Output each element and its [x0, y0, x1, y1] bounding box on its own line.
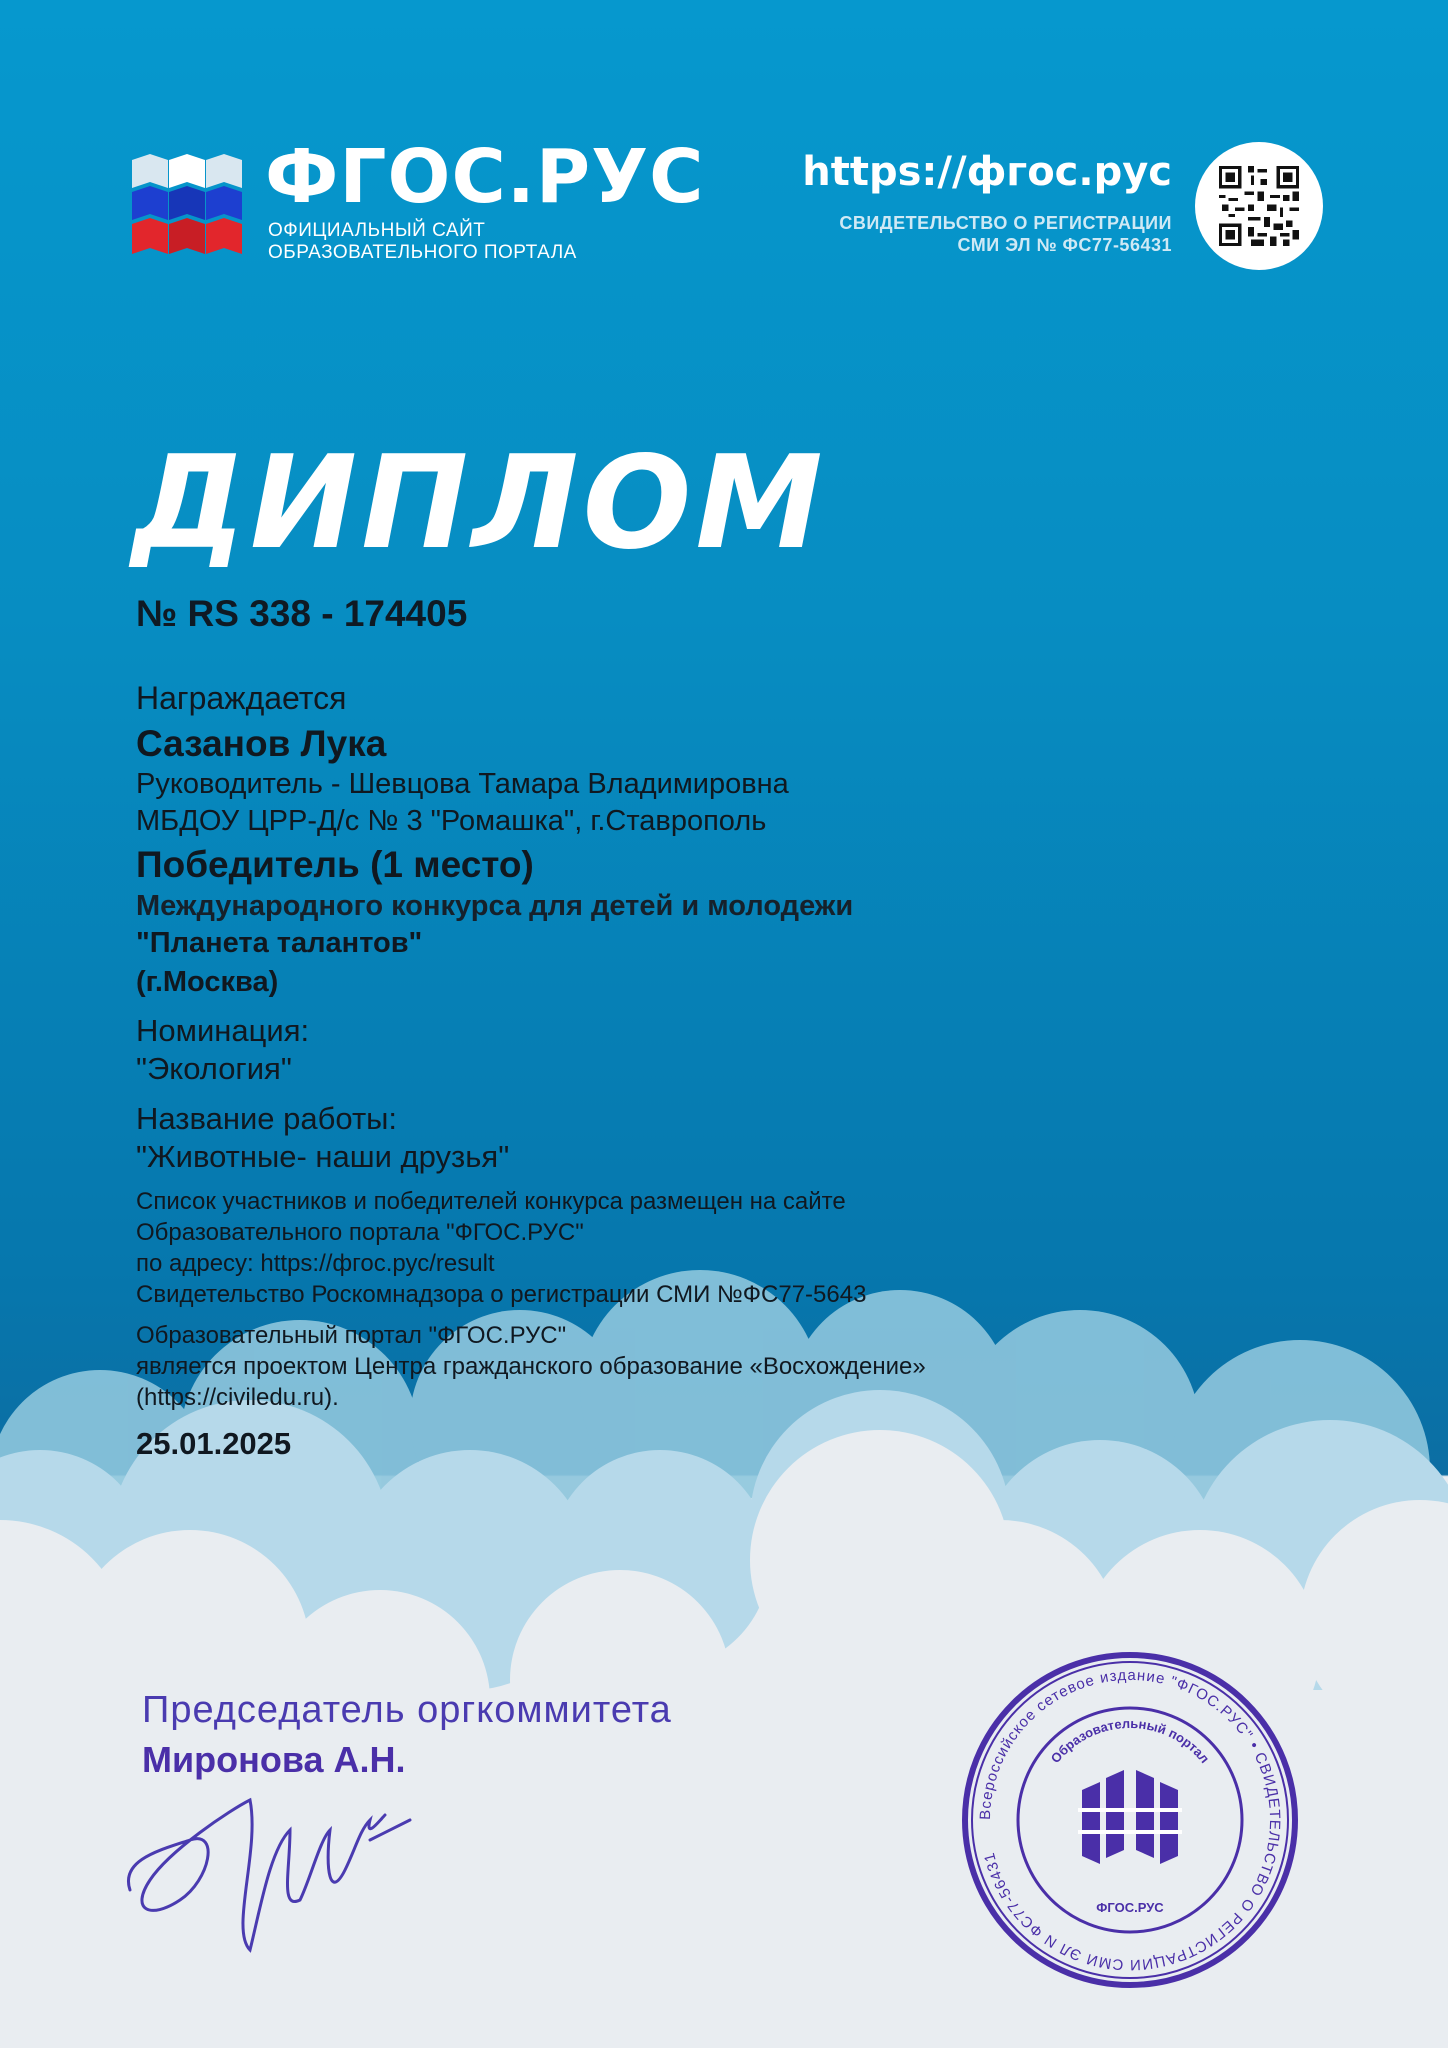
fgos-logo-icon	[132, 150, 242, 262]
stamp-inner-bottom-text: ФГОС.РУС	[1096, 1900, 1164, 1915]
project-line: является проектом Центра гражданского образование «Восхождение»	[136, 1353, 926, 1380]
project-line: (https://civiledu.ru).	[136, 1384, 339, 1411]
brand-subtitle-line: ОФИЦИАЛЬНЫЙ САЙТ	[268, 220, 486, 241]
issue-date: 25.01.2025	[136, 1426, 292, 1461]
diploma-number: № RS 338 - 174405	[136, 593, 468, 634]
nomination-label: Номинация:	[136, 1013, 310, 1048]
contest-city: (г.Москва)	[136, 966, 279, 998]
qr-code	[1195, 142, 1323, 270]
project-line: Образовательный портал "ФГОС.РУС"	[136, 1322, 567, 1349]
chairman-title: Председатель оргкоммитета	[142, 1689, 672, 1731]
info-line: Свидетельство Роскомнадзора о регистрации СМИ №ФС77-5643	[136, 1281, 867, 1308]
svg-text:Всероссийское сетевое издание	[977, 1667, 1283, 1973]
work-title-label: Название работы:	[136, 1101, 398, 1136]
handwritten-signature	[120, 1760, 420, 1960]
diploma-title: ДИПЛОМ	[132, 429, 827, 578]
place-result: Победитель (1 место)	[136, 844, 534, 885]
brand-subtitle-line: ОБРАЗОВАТЕЛЬНОГО ПОРТАЛА	[268, 242, 577, 263]
brand-name: ФГОС.РУС	[265, 134, 705, 220]
recipient-name: Сазанов Лука	[136, 723, 387, 764]
info-line: Образовательного портала "ФГОС.РУС"	[136, 1219, 584, 1246]
info-line: Список участников и победителей конкурса размещен на сайте	[136, 1188, 846, 1215]
organization-line: МБДОУ ЦРР-Д/с № 3 "Ромашка", г.Ставрополь	[136, 805, 767, 837]
info-line: по адресу: https://фгос.рус/result	[136, 1250, 495, 1277]
leader-line: Руководитель - Шевцова Тамара Владимировна	[136, 768, 789, 800]
work-title-value: "Животные- наши друзья"	[136, 1139, 510, 1174]
registration-line: СВИДЕТЕЛЬСТВО О РЕГИСТРАЦИИ	[839, 213, 1172, 233]
official-stamp	[960, 1650, 1300, 1990]
brand-subtitle	[268, 220, 577, 264]
contest-description: Международного конкурса для детей и молодежи	[136, 890, 854, 922]
chairman-name: Миронова А.Н.	[142, 1739, 406, 1780]
contest-name: "Планета талантов"	[136, 927, 423, 959]
site-url: https://фгос.рус	[802, 149, 1172, 195]
registration-info	[839, 212, 1172, 256]
stamp-outer-text: Всероссийское сетевое издание "ФГОС.РУС" • СВИДЕТЕЛЬСТВО О РЕГИСТРАЦИИ СМИ ЭЛ N ФС77-56431	[976, 1666, 1284, 1974]
nomination-value: "Экология"	[136, 1051, 292, 1086]
qr-code-icon	[1219, 166, 1299, 246]
stamp-inner-top-text: Образовательный портал	[1047, 1715, 1213, 1766]
awarded-label: Награждается	[136, 680, 347, 716]
registration-line: СМИ ЭЛ № ФС77-56431	[957, 235, 1172, 255]
